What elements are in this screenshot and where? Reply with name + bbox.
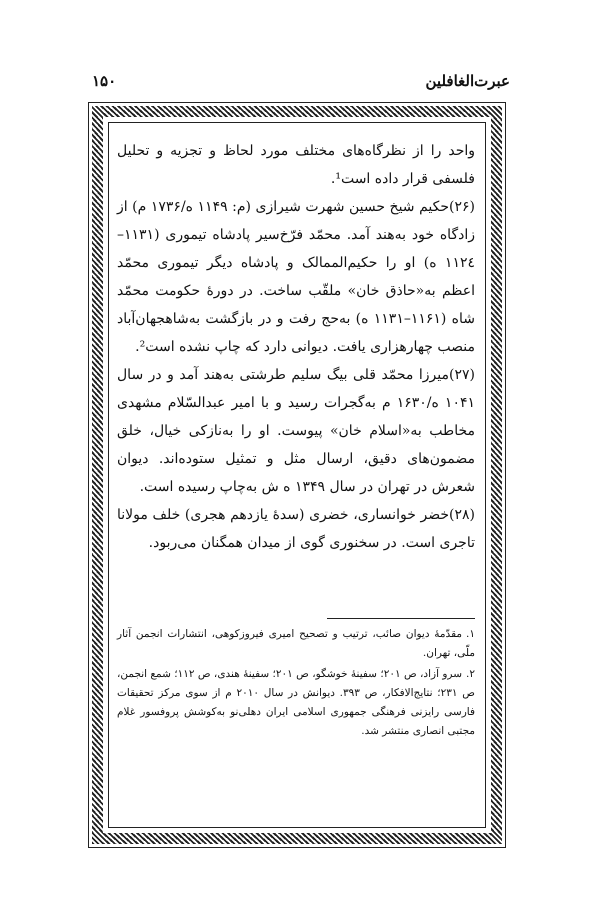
footnote-text: سرو آزاد، ص ۲۰۱؛ سفینهٔ خوشگو، ص ۲۰۱؛ سفینهٔ هندی، ص ۱۱۲؛ شمع انجمن، ص ۲۳۱؛ نتایج‌الافکار، ص ۳۹۳. دیوانش در سال ۲۰۱۰ م از سوی مرکز تحقیقات فارسی رایزنی فرهنگی جمهوری اسلامی ایران دهلی‌نو به‌کوشش پروفسور غلام مجتبی انصاری منتشر شد.	[117, 668, 475, 737]
entry-number: (۲۷)	[449, 367, 475, 383]
entry-28	[117, 501, 475, 557]
entry-text: میرزا محمّد قلی بیگ سلیم طرشتی به‌هند آمد و در سال ۱۰۴۱ ه/۱۶۳۰ م به‌گجرات رسید و با امیر عبدالسّلام مشهدی مخاطب به«اسلام خان» پیوست. او را به‌نازکی خیال، خلق مضمون‌های دقیق، ارسال مثل و تمثیل ستوده‌اند. دیوان شعرش در تهران در سال ۱۳۴۹ ه ش به‌چاپ رسیده است.	[117, 367, 475, 495]
entry-text: خضر خوانساری، خضری (سدهٔ یازدهم هجری) خلف مولانا تاجری است. در سخنوری گوی از میدان همگنان می‌ربود.	[117, 507, 475, 551]
footnote-text: مقدّمهٔ دیوان صائب، ترتیب و تصحیح امیری فیروزکوهی، انتشارات انجمن آثار ملّی، تهران.	[117, 628, 475, 659]
footnote-separator	[327, 618, 475, 619]
footnote-marker: ۱.	[466, 628, 475, 640]
footnotes	[117, 625, 475, 743]
main-text	[117, 137, 475, 557]
entry-26	[117, 193, 475, 361]
running-title: عبرت‌الغافلین	[425, 72, 510, 90]
entry-number: (۲۸)	[449, 507, 475, 523]
running-head	[92, 72, 510, 96]
footnote-2	[117, 665, 475, 741]
entry-number: (۲۶)	[449, 199, 475, 215]
paragraph-continuation: واحد را از نظرگاه‌های مختلف مورد لحاظ و تجزیه و تحلیل فلسفی قرار داده است¹.	[117, 143, 475, 187]
entry-27	[117, 361, 475, 501]
entry-text: حکیم شیخ حسین شهرت شیرازی (م: ۱۱۴۹ ه/۱۷۳۶ م) از زادگاه خود به‌هند آمد. محمّد فرّخ‌سیر پادشاه تیموری (۱۱۳۱–۱۱۲٤ ه) او را حکیم‌الممالک و پادشاه دیگر تیموری محمّد اعظم به«حاذق خان» ملقّب ساخت. در دورهٔ حکومت محمّد شاه (۱۱۶۱–۱۱۳۱ ه) به‌حج رفت و در بازگشت به‌شاهجهان‌آباد منصب چهارهزاری یافت. دیوانی دارد که چاپ نشده است².	[117, 199, 475, 355]
footnote-marker: ۲.	[466, 668, 475, 680]
footnote-1	[117, 625, 475, 663]
page-number: ۱۵۰	[92, 72, 117, 90]
ornamental-page-frame	[88, 102, 506, 848]
